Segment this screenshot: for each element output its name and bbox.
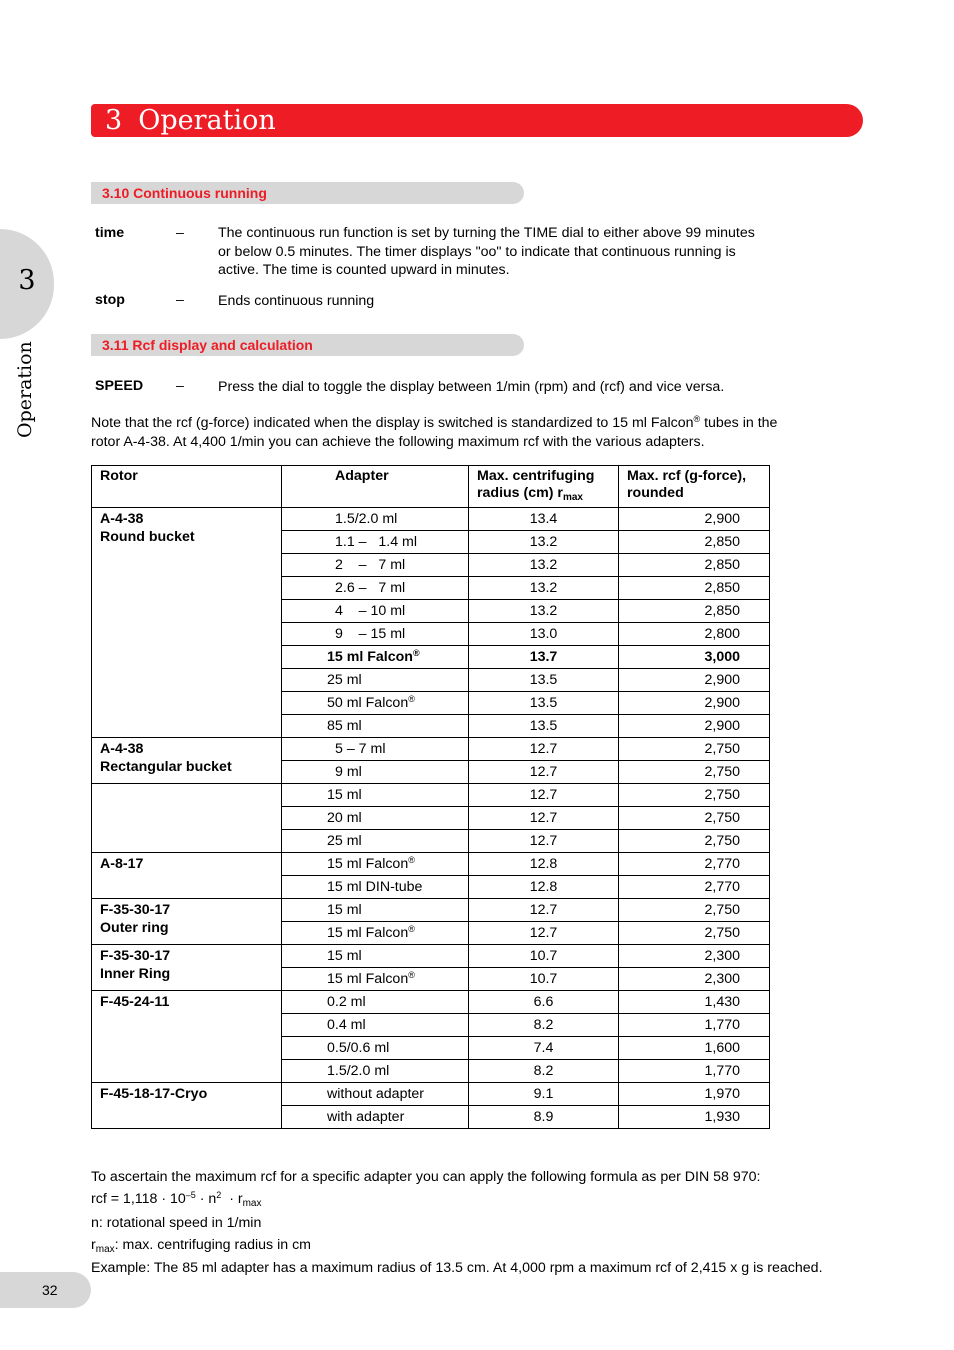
header-rcf — [619, 466, 770, 508]
note-text: Note that the rcf (g-force) indicated when the display is switched is standardized to 15 ml Falcon — [91, 415, 694, 431]
definition-speed: Press the dial to toggle the display between 1/min (rpm) and (rcf) and vice versa. — [218, 379, 725, 395]
side-chapter-tab — [0, 229, 54, 339]
rcf-cell: 2,750 — [619, 830, 770, 853]
adapter-cell: 15 ml — [282, 899, 469, 922]
rotor-cell — [92, 853, 282, 899]
dash: – — [176, 292, 184, 308]
rcf-cell: 2,800 — [619, 623, 770, 646]
rcf-cell: 2,750 — [619, 807, 770, 830]
formula-equation — [91, 1190, 851, 1209]
definition-text: r — [91, 1237, 96, 1253]
rcf-cell: 2,850 — [619, 577, 770, 600]
adapter-text: 15 ml Falcon — [327, 925, 409, 941]
equation-text: · r — [221, 1191, 243, 1207]
radius-cell: 7.4 — [469, 1037, 619, 1060]
header-rcf-line2: rounded — [627, 485, 684, 501]
registered-mark: ® — [408, 970, 415, 980]
adapter-cell — [282, 853, 469, 876]
rcf-cell: 2,750 — [619, 784, 770, 807]
adapter-text: 50 ml Falcon — [327, 695, 409, 711]
rcf-cell: 2,900 — [619, 669, 770, 692]
radius-cell: 8.2 — [469, 1014, 619, 1037]
formula-n-definition: n: rotational speed in 1/min — [91, 1215, 262, 1231]
rcf-cell: 1,970 — [619, 1083, 770, 1106]
term-time: time — [95, 225, 125, 241]
chapter-title: Operation — [138, 105, 276, 136]
radius-cell: 13.4 — [469, 508, 619, 531]
rcf-table — [91, 465, 770, 1129]
radius-cell: 12.7 — [469, 922, 619, 945]
radius-cell: 10.7 — [469, 945, 619, 968]
section-heading-continuous-running: 3.10 Continuous running — [91, 182, 524, 204]
rcf-cell: 2,900 — [619, 508, 770, 531]
radius-cell: 12.7 — [469, 784, 619, 807]
rotor-cell — [92, 945, 282, 991]
rcf-cell: 1,770 — [619, 1060, 770, 1083]
radius-cell: 13.0 — [469, 623, 619, 646]
chapter-number: 3 — [105, 105, 123, 136]
rcf-cell: 1,930 — [619, 1106, 770, 1129]
rotor-cell — [92, 899, 282, 945]
radius-cell: 12.7 — [469, 738, 619, 761]
header-radius — [469, 466, 619, 508]
registered-mark: ® — [412, 648, 420, 658]
registered-mark: ® — [693, 414, 701, 424]
radius-cell: 12.7 — [469, 830, 619, 853]
formula-r-definition — [91, 1236, 851, 1255]
adapter-cell: 5 – 7 ml — [282, 738, 469, 761]
side-tab-label: Operation — [14, 341, 36, 438]
rotor-cell — [92, 991, 282, 1083]
radius-cell: 13.5 — [469, 715, 619, 738]
header-adapter: Adapter — [282, 466, 469, 508]
adapter-cell: 15 ml — [282, 784, 469, 807]
rcf-cell: 2,770 — [619, 853, 770, 876]
radius-cell: 12.8 — [469, 853, 619, 876]
adapter-cell: 9 – 15 ml — [282, 623, 469, 646]
radius-cell: 6.6 — [469, 991, 619, 1014]
rcf-cell: 2,850 — [619, 554, 770, 577]
adapter-cell — [282, 646, 469, 669]
radius-cell: 13.2 — [469, 531, 619, 554]
page-number: 32 — [0, 1272, 91, 1308]
formula-intro: To ascertain the maximum rcf for a specific adapter you can apply the following formula as per DIN 58 970: — [91, 1169, 761, 1185]
dash: – — [176, 225, 184, 241]
radius-cell: 13.5 — [469, 669, 619, 692]
equation-text: · n — [195, 1191, 217, 1207]
adapter-cell: 1.1 – 1.4 ml — [282, 531, 469, 554]
registered-mark: ® — [408, 855, 415, 865]
adapter-cell: 25 ml — [282, 830, 469, 853]
adapter-cell: 0.5/0.6 ml — [282, 1037, 469, 1060]
rcf-cell: 1,600 — [619, 1037, 770, 1060]
term-speed: SPEED — [95, 378, 144, 394]
radius-cell: 12.7 — [469, 807, 619, 830]
adapter-cell: without adapter — [282, 1083, 469, 1106]
header-rotor: Rotor — [92, 466, 282, 508]
equation-subscript: max — [242, 1198, 262, 1209]
rcf-cell: 2,750 — [619, 738, 770, 761]
rotor-cell — [92, 508, 282, 738]
rotor-type: Rectangular bucket — [100, 759, 232, 775]
table-header-row — [92, 466, 770, 508]
rcf-cell: 2,850 — [619, 600, 770, 623]
table-row — [92, 991, 770, 1014]
radius-cell: 8.9 — [469, 1106, 619, 1129]
registered-mark: ® — [408, 694, 415, 704]
adapter-text: 15 ml Falcon — [327, 649, 413, 665]
adapter-cell: 20 ml — [282, 807, 469, 830]
adapter-cell — [282, 922, 469, 945]
note-text: tubes in the rotor A-4-38. At 4,400 1/min you can achieve the following maximum rcf with the various adapters. — [91, 415, 778, 450]
rotor-name: F-35-30-17 — [100, 902, 171, 918]
rcf-cell: 2,750 — [619, 922, 770, 945]
adapter-cell: 2.6 – 7 ml — [282, 577, 469, 600]
radius-cell: 12.7 — [469, 761, 619, 784]
header-rcf-line1: Max. rcf (g-force), — [627, 468, 747, 484]
header-radius-line2: radius (cm) r — [477, 485, 563, 501]
adapter-cell: with adapter — [282, 1106, 469, 1129]
rotor-type: Outer ring — [100, 920, 169, 936]
rcf-cell: 2,900 — [619, 715, 770, 738]
rcf-note — [91, 414, 801, 451]
rcf-cell: 2,770 — [619, 876, 770, 899]
equation-exponent: 2 — [216, 1190, 222, 1200]
adapter-cell: 1.5/2.0 ml — [282, 508, 469, 531]
table-row — [92, 899, 770, 922]
rcf-cell: 1,770 — [619, 1014, 770, 1037]
adapter-text: 15 ml Falcon — [327, 971, 409, 987]
table-row — [92, 945, 770, 968]
radius-cell: 13.2 — [469, 577, 619, 600]
adapter-cell: 0.2 ml — [282, 991, 469, 1014]
side-tab-number: 3 — [18, 265, 36, 296]
rotor-cell — [92, 738, 282, 784]
adapter-cell: 4 – 10 ml — [282, 600, 469, 623]
formula-example: Example: The 85 ml adapter has a maximum radius of 13.5 cm. At 4,000 rpm a maximum rcf of 2,415 x g is reached. — [91, 1260, 823, 1276]
adapter-cell: 0.4 ml — [282, 1014, 469, 1037]
rotor-type: Inner Ring — [100, 966, 171, 982]
table-row — [92, 853, 770, 876]
table-row — [92, 508, 770, 531]
table-row — [92, 784, 770, 807]
rotor-name: F-45-24-11 — [100, 994, 170, 1010]
radius-cell: 12.7 — [469, 899, 619, 922]
rotor-name: F-35-30-17 — [100, 948, 171, 964]
adapter-cell: 25 ml — [282, 669, 469, 692]
radius-cell: 10.7 — [469, 968, 619, 991]
radius-cell: 9.1 — [469, 1083, 619, 1106]
term-stop: stop — [95, 292, 125, 308]
chapter-header — [91, 104, 863, 137]
equation-exponent: –5 — [185, 1190, 196, 1200]
definition-text: : max. centrifuging radius in cm — [114, 1237, 311, 1253]
dash: – — [176, 378, 184, 394]
definition-stop: Ends continuous running — [218, 293, 375, 309]
rcf-cell: 2,850 — [619, 531, 770, 554]
rotor-type: Round bucket — [100, 529, 195, 545]
radius-cell: 12.8 — [469, 876, 619, 899]
adapter-cell: 2 – 7 ml — [282, 554, 469, 577]
table-row — [92, 738, 770, 761]
rotor-cell-empty — [92, 784, 282, 853]
rcf-cell: 2,900 — [619, 692, 770, 715]
rcf-cell: 3,000 — [619, 646, 770, 669]
adapter-cell: 15 ml — [282, 945, 469, 968]
registered-mark: ® — [408, 924, 415, 934]
radius-cell: 8.2 — [469, 1060, 619, 1083]
rotor-name: A-4-38 — [100, 511, 144, 527]
rotor-name: A-4-38 — [100, 741, 144, 757]
adapter-cell: 1.5/2.0 ml — [282, 1060, 469, 1083]
rotor-name: F-45-18-17-Cryo — [100, 1086, 208, 1102]
definition-time: The continuous run function is set by turning the TIME dial to either above 99 minutes or below 0.5 minutes. The timer displays "oo" to indicate that continuous running is active. The time is counted upward in minutes. — [218, 225, 755, 278]
radius-cell: 13.7 — [469, 646, 619, 669]
adapter-cell — [282, 968, 469, 991]
header-radius-sub: max — [562, 492, 583, 503]
header-radius-line1: Max. centrifuging — [477, 468, 595, 484]
adapter-text: 15 ml Falcon — [327, 856, 409, 872]
rotor-cell — [92, 1083, 282, 1129]
rcf-cell: 2,750 — [619, 761, 770, 784]
equation-text: rcf = 1,118 · 10 — [91, 1191, 186, 1207]
rcf-cell: 2,300 — [619, 945, 770, 968]
radius-cell: 13.2 — [469, 554, 619, 577]
rcf-cell: 2,750 — [619, 899, 770, 922]
adapter-cell: 85 ml — [282, 715, 469, 738]
section-heading-rcf: 3.11 Rcf display and calculation — [91, 334, 524, 356]
radius-cell: 13.5 — [469, 692, 619, 715]
radius-cell: 13.2 — [469, 600, 619, 623]
rcf-cell: 2,300 — [619, 968, 770, 991]
adapter-cell: 15 ml DIN-tube — [282, 876, 469, 899]
definition-subscript: max — [95, 1244, 115, 1255]
adapter-cell: 9 ml — [282, 761, 469, 784]
rotor-name: A-8-17 — [100, 856, 144, 872]
adapter-cell — [282, 692, 469, 715]
table-row — [92, 1083, 770, 1106]
rcf-cell: 1,430 — [619, 991, 770, 1014]
